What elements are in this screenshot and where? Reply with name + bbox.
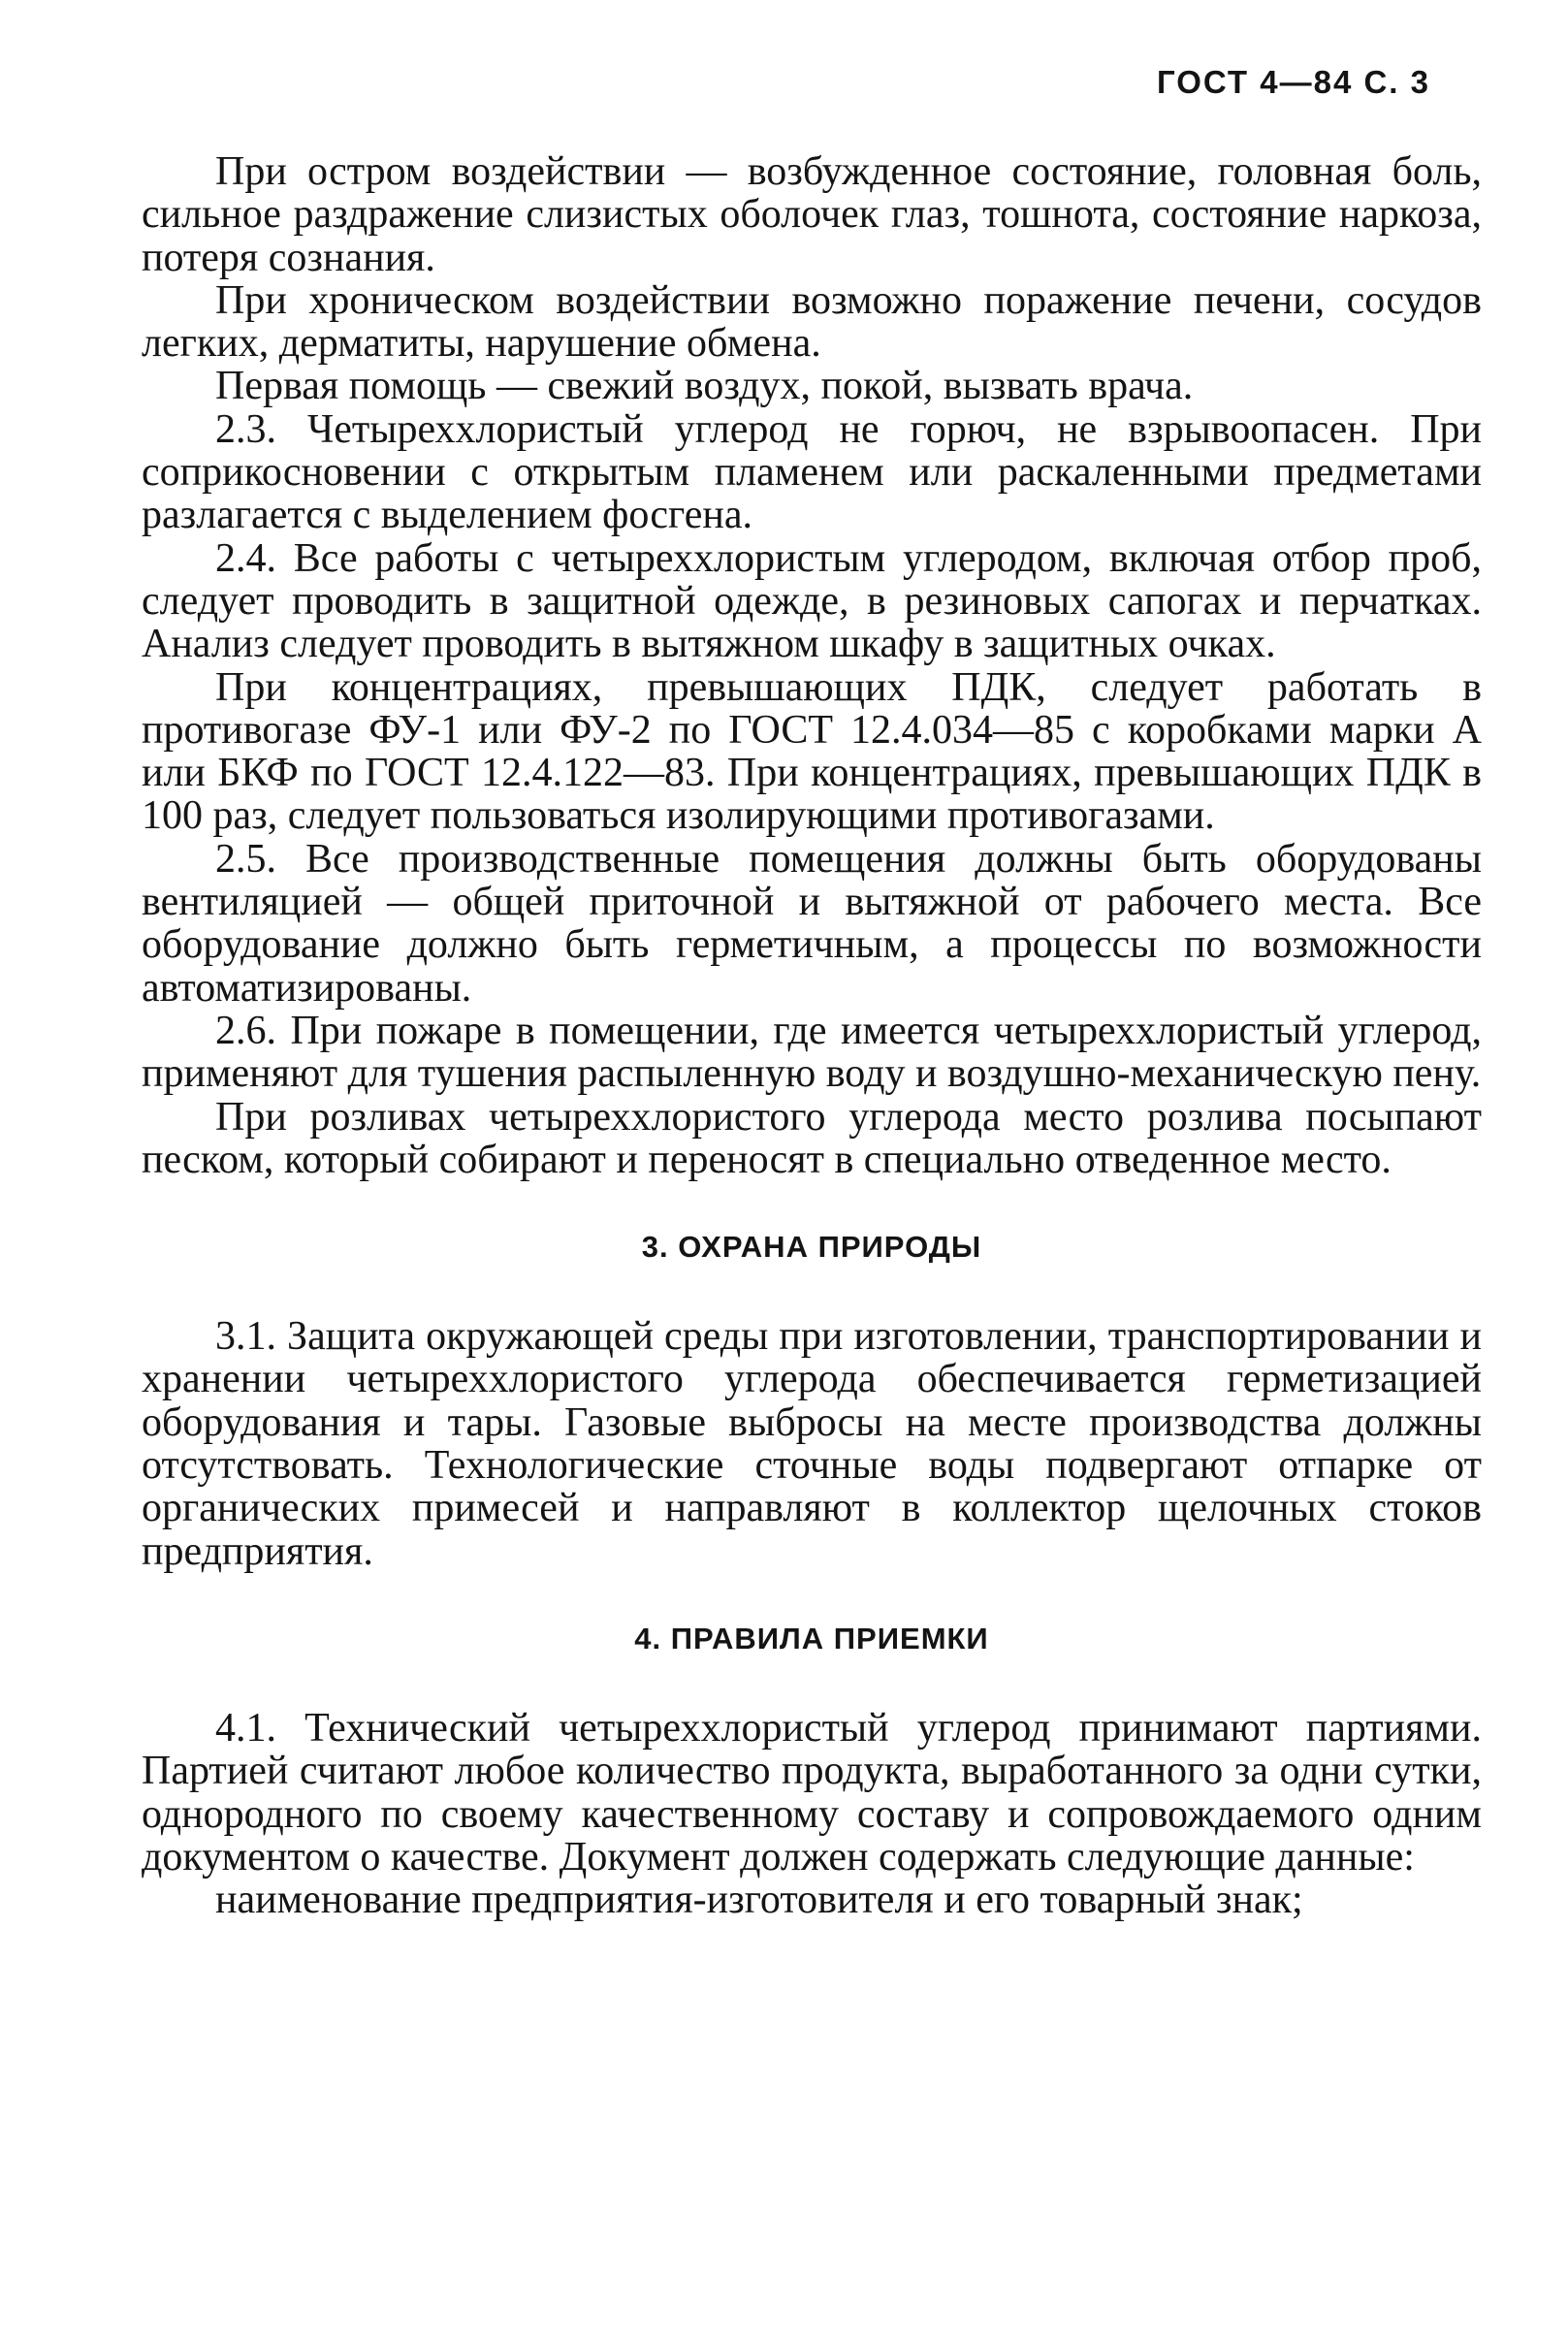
paragraph-acute-exposure: При остром воздействии — возбужденное состояние, головная боль, сильное раздражение слизистых оболочек глаз, тошнота, состояние наркоза, потеря сознания. xyxy=(142,149,1482,280)
section-heading-environment: 3. ОХРАНА ПРИРОДЫ xyxy=(641,1230,982,1265)
paragraph-spill: При розливах четыреххлористого углерода место розлива посыпают песком, который собирают и переносят в специально отведенное место. xyxy=(142,1094,1482,1182)
paragraph-manufacturer: наименование предприятия-изготовителя и его товарный знак; xyxy=(215,1878,1303,1923)
section-heading-acceptance: 4. ПРАВИЛА ПРИЕМКИ xyxy=(634,1621,989,1655)
paragraph-gas-mask: При концентрациях, превышающих ПДК, следует работать в противогазе ФУ-1 или ФУ-2 по ГОСТ 12.4.034—85 с коробками марки А или БКФ по ГОСТ 12.4.122—83. При концентрациях, превышающих ПДК в 100 раз, следует пользоваться изолирующими противогазами. xyxy=(142,664,1482,839)
paragraph-2-3: 2.3. Четыреххлористый углерод не горюч, не взрывоопасен. При соприкосновении с открытым пламенем или раскаленными предметами разлагается с выделением фосгена. xyxy=(142,406,1482,538)
paragraph-2-6: 2.6. При пожаре в помещении, где имеется четыреххлористый углерод, применяют для тушения распыленную воду и воздушно-механическую пену. xyxy=(142,1008,1482,1097)
running-head: ГОСТ 4—84 С. 3 xyxy=(1156,64,1430,100)
paragraph-chronic-exposure: При хроническом воздействии возможно поражение печени, сосудов легких, дерматиты, нарушение обмена. xyxy=(142,277,1482,367)
paragraph-first-aid: Первая помощь — свежий воздух, покой, вызвать врача. xyxy=(215,364,1194,409)
paragraph-3-1: 3.1. Защита окружающей среды при изготовлении, транспортировании и хранении четыреххлористого углерода обеспечивается герметизацией оборудования и тары. Газовые выбросы на месте производства должны отсутствовать. Технологические сточные воды подвергают отпарке от органических примесей и направляют в коллектор щелочных стоков предприятия. xyxy=(142,1314,1482,1574)
body-text xyxy=(142,150,1482,1921)
paragraph-4-1: 4.1. Технический четыреххлористый углерод принимают партиями. Партией считают любое количество продукта, выработанного за одни сутки, однородного по своему качественному составу и сопровождаемого одним документом о качестве. Документ должен содержать следующие данные: xyxy=(142,1705,1482,1880)
paragraph-2-5: 2.5. Все производственные помещения должны быть оборудованы вентиляцией — общей приточной и вытяжной от рабочего места. Все оборудование должно быть герметичным, а процессы по возможности автоматизированы. xyxy=(142,836,1482,1011)
paragraph-2-4: 2.4. Все работы с четыреххлористым углеродом, включая отбор проб, следует проводить в защитной одежде, в резиновых сапогах и перчатках. Анализ следует проводить в вытяжном шкафу в защитных очках. xyxy=(142,535,1482,667)
